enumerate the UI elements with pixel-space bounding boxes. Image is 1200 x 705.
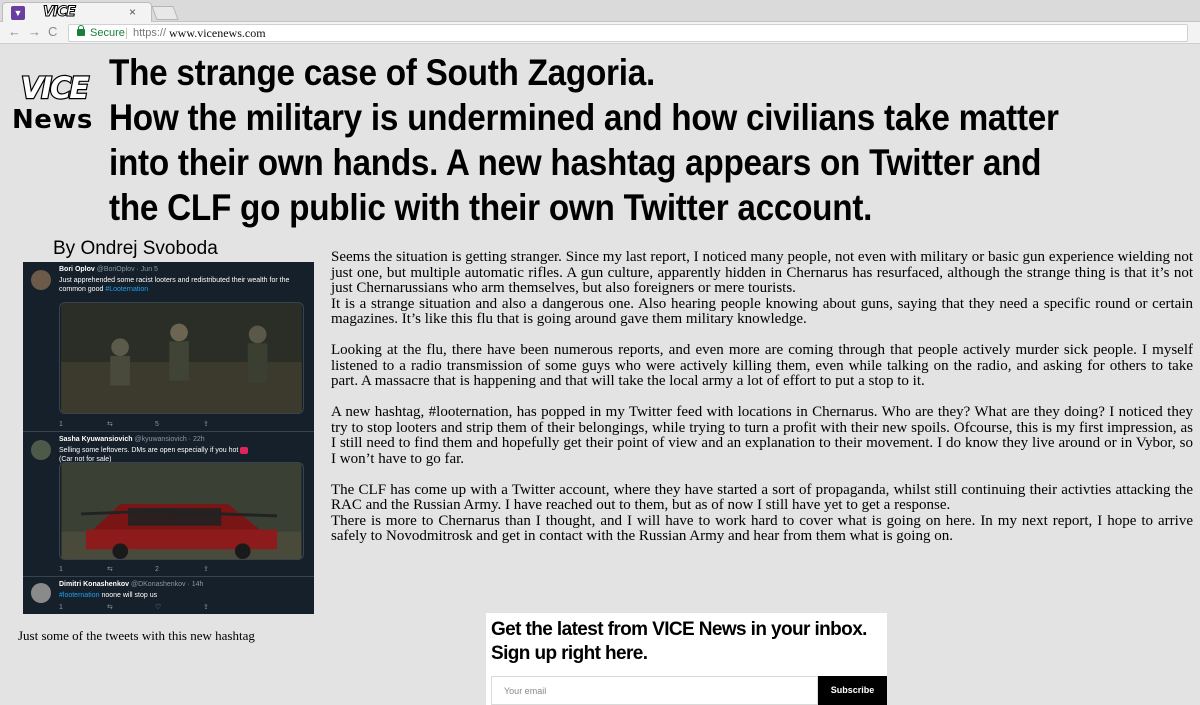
share-icon[interactable]: ⇪ — [203, 604, 209, 611]
tweet-text — [59, 591, 304, 600]
tweet-author-name: Sasha Kyuwansiovich — [59, 436, 133, 443]
vice-logo[interactable] — [10, 72, 98, 104]
tweet-author-name: Dimitri Konashenkov — [59, 581, 130, 588]
tweet-body: Selling some leftovers. DMs are open especially if you hot — [59, 447, 239, 454]
browser-toolbar — [0, 22, 1200, 44]
tweet-body: Just apprehended some racist looters and redistributed their wealth for the common good — [59, 277, 290, 293]
vice-favicon-icon: ▼ — [11, 6, 25, 20]
page-title — [109, 50, 1081, 230]
like-icon[interactable]: ♡ — [155, 604, 162, 611]
vice-logo-text: VICE — [20, 72, 88, 104]
tweet — [23, 432, 314, 577]
address-bar[interactable] — [68, 24, 1188, 42]
reply-count[interactable]: 1 — [59, 604, 63, 611]
tweet-body-2: (Car not for sale) — [59, 456, 112, 463]
article-paragraph: A new hashtag, #looternation, has popped in my Twitter feed with locations in Chernarus. Who are they? What are they doing? I noticed they try to stop looters and strip them of their belongings, while trying to turn a profit with their new spoils. Ofcourse, this is my first impression, as I still need to find them and hopefully get their point of view and an explanation to their movement. I do know they live around or in Vybor, so I won’t have to go far. — [331, 404, 1193, 467]
like-count[interactable]: 2 — [155, 566, 159, 573]
article-paragraph: The CLF has come up with a Twitter account, where they have started a sort of propaganda, whilst still continuing their activties attacking the RAC and the Russian Army. I have reached out to them, but as of now I still have yet to get a response. — [331, 481, 1193, 513]
newsletter-signup — [486, 613, 887, 705]
tweet-actions — [59, 603, 251, 611]
forward-button[interactable]: → — [28, 24, 41, 39]
tweet-author-name: Bori Oplov — [59, 266, 95, 273]
avatar — [31, 440, 51, 460]
retweet-icon[interactable]: ⇆ — [107, 421, 113, 428]
tweet-actions — [59, 420, 251, 428]
retweet-icon[interactable]: ⇆ — [107, 604, 113, 611]
tweet-text — [59, 276, 304, 294]
tab-title: VICE — [43, 4, 75, 20]
tweet-image-looters — [59, 302, 304, 414]
reply-count[interactable]: 1 — [59, 566, 63, 573]
article-paragraph: Seems the situation is getting stranger. Since my last report, I noticed many people, not even with military or basic gun experience wielding not just one, but multiple automatic rifles. A gun culture, apparently hidden in Chernarus has resurfaced, although the strange thing is that it’s not just Chernarussians who arm themselves, but also foreigners or mere tourists. — [331, 249, 1193, 296]
back-button[interactable]: ← — [8, 24, 21, 39]
subscribe-button[interactable]: Subscribe — [818, 676, 887, 705]
secure-label: Secure — [90, 27, 125, 39]
tab-close-icon[interactable]: × — [129, 5, 137, 19]
tweet-author — [59, 266, 158, 273]
article-paragraph: Looking at the flu, there have been numerous reports, and even more are coming through that people actively murder sick people. I myself listened to a radio transmission of some guys who were actively killing them, even while talking on the radio, and asking for others to take part. A massacre that is happening and that will take the local army a lot of effort to put a stop to it. — [331, 342, 1193, 389]
lock-icon — [77, 29, 85, 36]
share-icon[interactable]: ⇪ — [203, 566, 209, 573]
article-paragraph: It is a strange situation and also a dangerous one. Also hearing people knowing about guns, saying that they need a specific round or certain magazines. It’s like this flu that is going around gave them military knowledge. — [331, 295, 1193, 327]
tweet-handle: @BoriOplov · Jun 5 — [96, 266, 158, 273]
like-count[interactable]: 5 — [155, 421, 159, 428]
newsletter-title: Get the latest from VICE News in your inbox. Sign up right here. — [491, 619, 867, 664]
tab-strip — [0, 0, 1200, 22]
tweet — [23, 262, 314, 432]
avatar — [31, 270, 51, 290]
tweet — [23, 577, 314, 614]
url-scheme: https:// — [133, 27, 167, 39]
image-caption: Just some of the tweets with this new hashtag — [18, 628, 255, 643]
tweet-actions — [59, 565, 251, 573]
retweet-icon[interactable]: ⇆ — [107, 566, 113, 573]
tweet-handle: @DKonashenkov · 14h — [130, 581, 204, 588]
article-body — [331, 250, 1193, 560]
reply-count[interactable]: 1 — [59, 421, 63, 428]
tweets-screenshot — [23, 262, 314, 614]
tab-vice-news[interactable] — [2, 2, 152, 22]
tweet-author — [59, 436, 205, 443]
reload-button[interactable]: C — [48, 24, 58, 39]
hashtag-link[interactable]: #looternation — [59, 592, 100, 599]
url-host: www.vicenews.com — [169, 26, 266, 40]
email-input[interactable]: Your email — [491, 676, 818, 705]
article-paragraph: There is more to Chernarus than I thought, and I will have to work hard to cover what is going on here. In my next report, I hope to arrive safely to Novodmitrosk and get in contact with the Russian Army and hear from them what is going on. — [331, 512, 1193, 544]
omnibox-divider — [126, 28, 127, 39]
new-tab-button[interactable] — [151, 6, 178, 20]
tweet-body: noone will stop us — [101, 592, 158, 599]
news-label: News — [12, 105, 93, 135]
tweet-author — [59, 581, 203, 588]
share-icon[interactable]: ⇪ — [203, 421, 209, 428]
avatar — [31, 583, 51, 603]
byline: By Ondrej Svoboda — [53, 238, 218, 259]
hashtag-link[interactable]: #Looternation — [105, 286, 149, 293]
tweet-image-car — [59, 462, 304, 560]
emoji-icon — [240, 447, 248, 454]
headline-line-2: How the military is undermined and how civilians take matter into their own hands. A new hashtag appears on Twitter and the CLF go public with their own Twitter account. — [109, 97, 1059, 228]
headline-line-1: The strange case of South Zagoria. — [109, 52, 655, 93]
tweet-handle: @kyuwansiovich · 22h — [134, 436, 205, 443]
